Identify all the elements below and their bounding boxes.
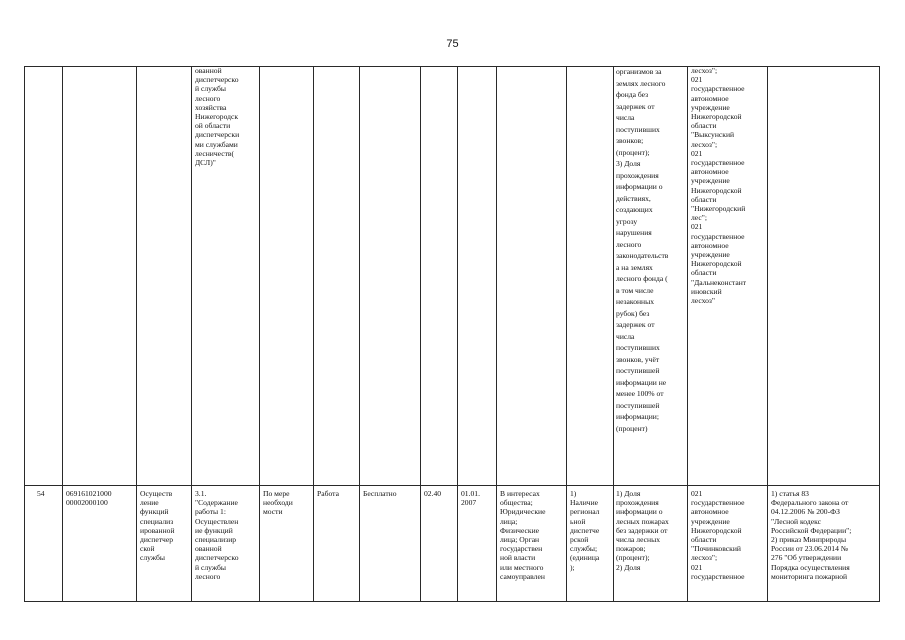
col-border	[879, 66, 880, 602]
cell-quality-indicators: 1) Доля прохождения информации о лесных пожарах без задержки от числа лесных пожаров; (процент); 2) Доля	[616, 489, 669, 572]
cell-okved: 02.40	[424, 489, 442, 498]
cell-payment: Бесплатно	[363, 489, 397, 498]
col-border	[24, 66, 25, 602]
col-border	[767, 66, 768, 602]
page-number: 75	[446, 38, 459, 50]
col-border	[457, 66, 458, 602]
cell-institutions-continued: лесхоз"; 021 государственное автономное учреждение Нижегородской области "Выксунский лесхоз"; 021 государственное автономное учреждение Нижегородской области "Нижегородский лес"; 021 государственное автономное учреждение Нижегородской области "Дальнеконстант иновский лесхоз"	[691, 66, 747, 306]
col-border	[62, 66, 63, 602]
cell-date: 01.01. 2007	[461, 489, 480, 508]
cell-content-continued: ованной диспетчерско й службы лесного хозяйства Нижегородск ой области диспетчерски ми службами лесничеств( ДСЛ)"	[195, 66, 240, 168]
col-border	[496, 66, 497, 602]
cell-work-content: 3.1. "Содержание работы 1: Осуществлен ие функций специализир ованной диспетчерско й службы лесного	[195, 489, 239, 581]
cell-service-name: Осуществ ление функций специализ ированной диспетчер ской службы	[140, 489, 175, 563]
col-border	[420, 66, 421, 602]
cell-institutions: 021 государственное автономное учреждение Нижегородской области "Починковский лесхоз"; 021 государственное	[691, 489, 745, 581]
cell-volume-indicator: 1) Наличие регионал ьной диспетче рской службы; (единица );	[570, 489, 600, 572]
col-border	[259, 66, 260, 602]
cell-registry-code: 069161021000 00002000100	[66, 489, 112, 508]
col-border	[566, 66, 567, 602]
cell-type: Работа	[317, 489, 339, 498]
row-separator	[24, 485, 879, 486]
cell-row-number: 54	[37, 489, 45, 498]
col-border	[191, 66, 192, 602]
cell-legal-basis: 1) статья 83 Федерального закона от 04.12.2006 № 200-ФЗ "Лесной кодекс Российской Федерации"; 2) приказ Минприроды России от 23.06.2014 № 276 "Об утверждении Порядка осуществления мониторинга пожарной	[771, 489, 852, 581]
col-border	[136, 66, 137, 602]
cell-quality-continued: организмов за землях лесного фонда без задержек от числа поступивших звонков; (процент); 3) Доля прохождения информации о действиях, создающих угрозу нарушения лесного законодательств а на землях лесного фонда ( в том числе незаконных рубок) без задержек от числа поступивших звонков, учёт поступившей информации не менее 100% от поступившей информации; (процент)	[616, 67, 669, 433]
cell-frequency: По мере необходи мости	[263, 489, 293, 517]
col-border	[359, 66, 360, 602]
col-border	[613, 66, 614, 602]
col-border	[313, 66, 314, 602]
cell-consumers: В интересах общества; Юридические лица; Физические лица; Орган государствен ной власти или местного самоуправлен	[500, 489, 546, 581]
table-bottom-border	[24, 601, 879, 602]
